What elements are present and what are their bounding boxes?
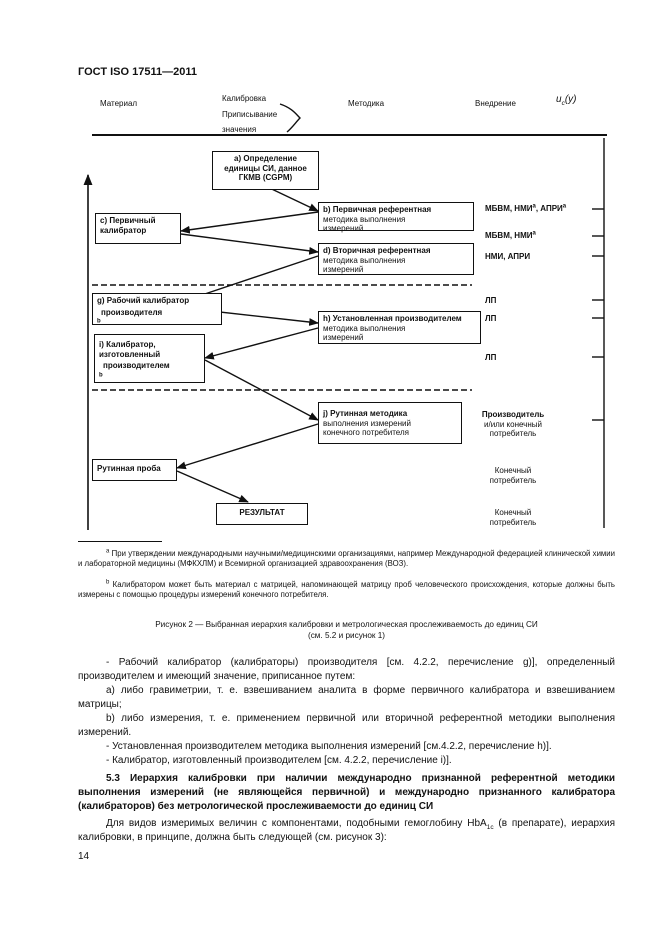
column-assignment-line2: значения (222, 125, 257, 134)
impl-label-2: МБВМ, НМИ$^a$ (485, 230, 536, 240)
column-assignment-line1: Приписывание (222, 110, 278, 119)
paragraph-manufacturer-procedure: - Установленная производителем методика выполнения измерений [см.4.2.2, перечисление h)]. (106, 741, 552, 752)
impl-label-3: НМИ, АПРИ (485, 252, 531, 261)
column-calibration: Калибровка (222, 94, 267, 103)
section-heading-5-3: 5.3 Иерархия калибровки при наличии международно признанной референтной методики выполнения измерений (не являющейся первичной) и международно признанного калибратора (калибраторов) без метрологической прослеживаемости до единиц СИ (78, 773, 615, 812)
impl-label-8: Конечный потребитель (489, 466, 537, 485)
box-manufacturer-procedure: h) Установленная производителем методика выполнения измерений (318, 311, 481, 344)
impl-label-6: ЛП (485, 353, 497, 362)
impl-label-4: ЛП (485, 296, 497, 305)
box-secondary-reference-procedure: d) Вторичная референтная методика выполнения измерений (318, 243, 474, 275)
box-primary-reference-procedure: b) Первичная референтная методика выполнения измерений (318, 202, 474, 231)
page-number: 14 (78, 851, 90, 862)
figure-caption-line1: Рисунок 2 — Выбранная иерархия калибровки и метрологическая прослеживаемость до единиц СИ (155, 620, 538, 629)
paragraph-hba1c: Для видов измеримых величин с компонентами, подобными гемоглобину HbA$_{1c}$ (в препарате), иерархия калибровки, в принципе, должна быть следующей (см. рисунок 3): (78, 818, 615, 843)
column-implementation: Внедрение (475, 99, 516, 108)
footnote-rule (78, 541, 162, 542)
paragraph-measurement: b) либо измерения, т. е. применением первичной или вторичной референтной методики выполнения измерений. (78, 713, 615, 738)
box-primary-calibrator: c) Первичный калибратор (95, 213, 181, 244)
box-routine-sample: Рутинная проба (92, 459, 177, 481)
box-manufacturer-calibrator: i) Калибратор, изготовленный производителем $^b$ (94, 334, 205, 383)
box-result: РЕЗУЛЬТАТ (216, 503, 308, 525)
paragraph-manufacturer-calibrator: - Калибратор, изготовленный производителем [см. 4.2.2, перечисление i)]. (106, 755, 452, 766)
impl-label-7: Производитель и/или конечный потребитель (481, 410, 545, 438)
paragraph-gravimetry: a) либо гравиметрии, т. е. взвешиванием аналита в форме первичного калибратора и взвешиванием матрицы; (78, 685, 615, 710)
impl-label-1: МБВМ, НМИ$^a$, АПРИ$^a$ (485, 203, 567, 213)
figure-caption-line2: (см. 5.2 и рисунок 1) (307, 631, 386, 640)
column-procedure: Методика (348, 99, 385, 108)
paragraph-working-calibrator: - Рабочий калибратор (калибраторы) производителя [см. 4.2.2, перечисление g)], определенный производителем и имеющий значение, приписанное путем: (78, 657, 615, 682)
calibration-curve-arrow (280, 104, 300, 132)
column-uncertainty: $u_c(y)$ (556, 94, 577, 107)
column-material: Материал (100, 99, 138, 108)
box-routine-procedure: j) Рутинная методика выполнения измерений конечного потребителя (318, 402, 462, 444)
impl-label-9: Конечный потребитель (489, 508, 537, 527)
footnote-b: $^b$ Калибратором может быть материал с матрицей, напоминающей матрицу проб человеческого происхождения, которые должны быть измерены с помощью процедуры измерений конечного потребителя. (78, 579, 615, 599)
box-si-unit-definition: a) Определение единицы СИ, данное ГКМВ (CGPM) (212, 151, 319, 190)
impl-label-5: ЛП (485, 314, 497, 323)
document-header: ГОСТ ISO 17511—2011 (78, 66, 197, 78)
box-working-calibrator: g) Рабочий калибратор производителя $^b$ (92, 293, 222, 325)
footnote-a: $^a$ При утверждении международными научными/медицинскими организациями, например Международной федерацией клинической химии и лабораторной медицины (МФКХЛМ) и Всемирной организацией здравоохранения (ВОЗ). (78, 548, 616, 568)
